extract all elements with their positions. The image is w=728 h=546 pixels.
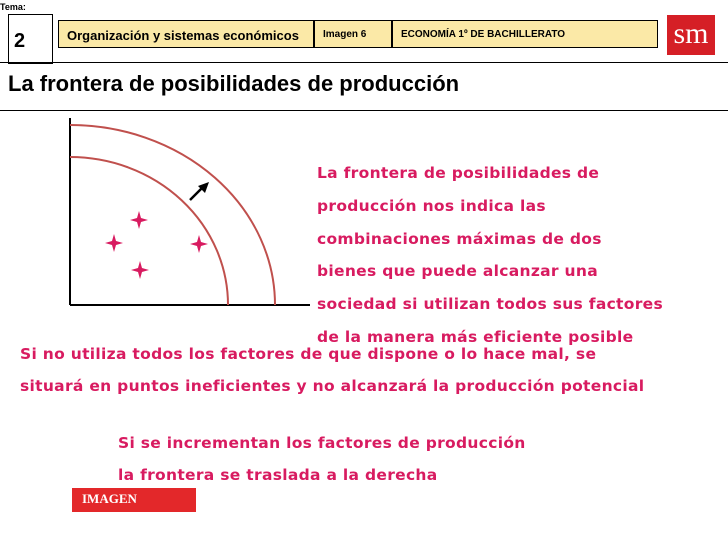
definition-line: combinaciones máximas de dos: [317, 229, 602, 248]
growth-line: la frontera se traslada a la derecha: [118, 466, 438, 484]
course-label: ECONOMÍA 1º DE BACHILLERATO: [401, 29, 566, 40]
growth-line: Si se incrementan los factores de producción: [118, 434, 526, 452]
image-button-label: IMAGEN: [82, 491, 137, 506]
growth-text: [118, 427, 526, 491]
inefficient-points: [105, 211, 208, 279]
sm-logo: sm: [667, 15, 715, 55]
definition-line: bienes que puede alcanzar una: [317, 262, 598, 281]
ppf-curve-original: [70, 157, 228, 305]
point-star: [131, 261, 149, 279]
subject-label: Organización y sistemas económicos: [67, 28, 299, 43]
point-star: [190, 235, 208, 253]
definition-text: [317, 157, 727, 354]
point-star: [105, 234, 123, 252]
page-title: La frontera de posibilidades de producción: [8, 71, 460, 96]
inefficiency-line: Si no utiliza todos los factores de que dispone o lo hace mal, se: [20, 345, 597, 363]
ppf-curve-shifted: [70, 125, 275, 305]
tema-label: Tema:: [0, 2, 26, 12]
inefficiency-line: situará en puntos ineficientes y no alcanzará la producción potencial: [20, 377, 645, 395]
image-number-label: Imagen 6: [323, 29, 367, 40]
definition-line: de la manera más eficiente posible: [317, 327, 634, 346]
definition-line: sociedad si utilizan todos sus factores: [317, 295, 664, 314]
definition-line: producción nos indica las: [317, 196, 546, 215]
tema-number: 2: [14, 30, 26, 52]
image-button[interactable]: [72, 488, 196, 512]
inefficiency-text: [20, 338, 725, 402]
definition-line: La frontera de posibilidades de: [317, 164, 600, 182]
point-star: [130, 211, 148, 229]
